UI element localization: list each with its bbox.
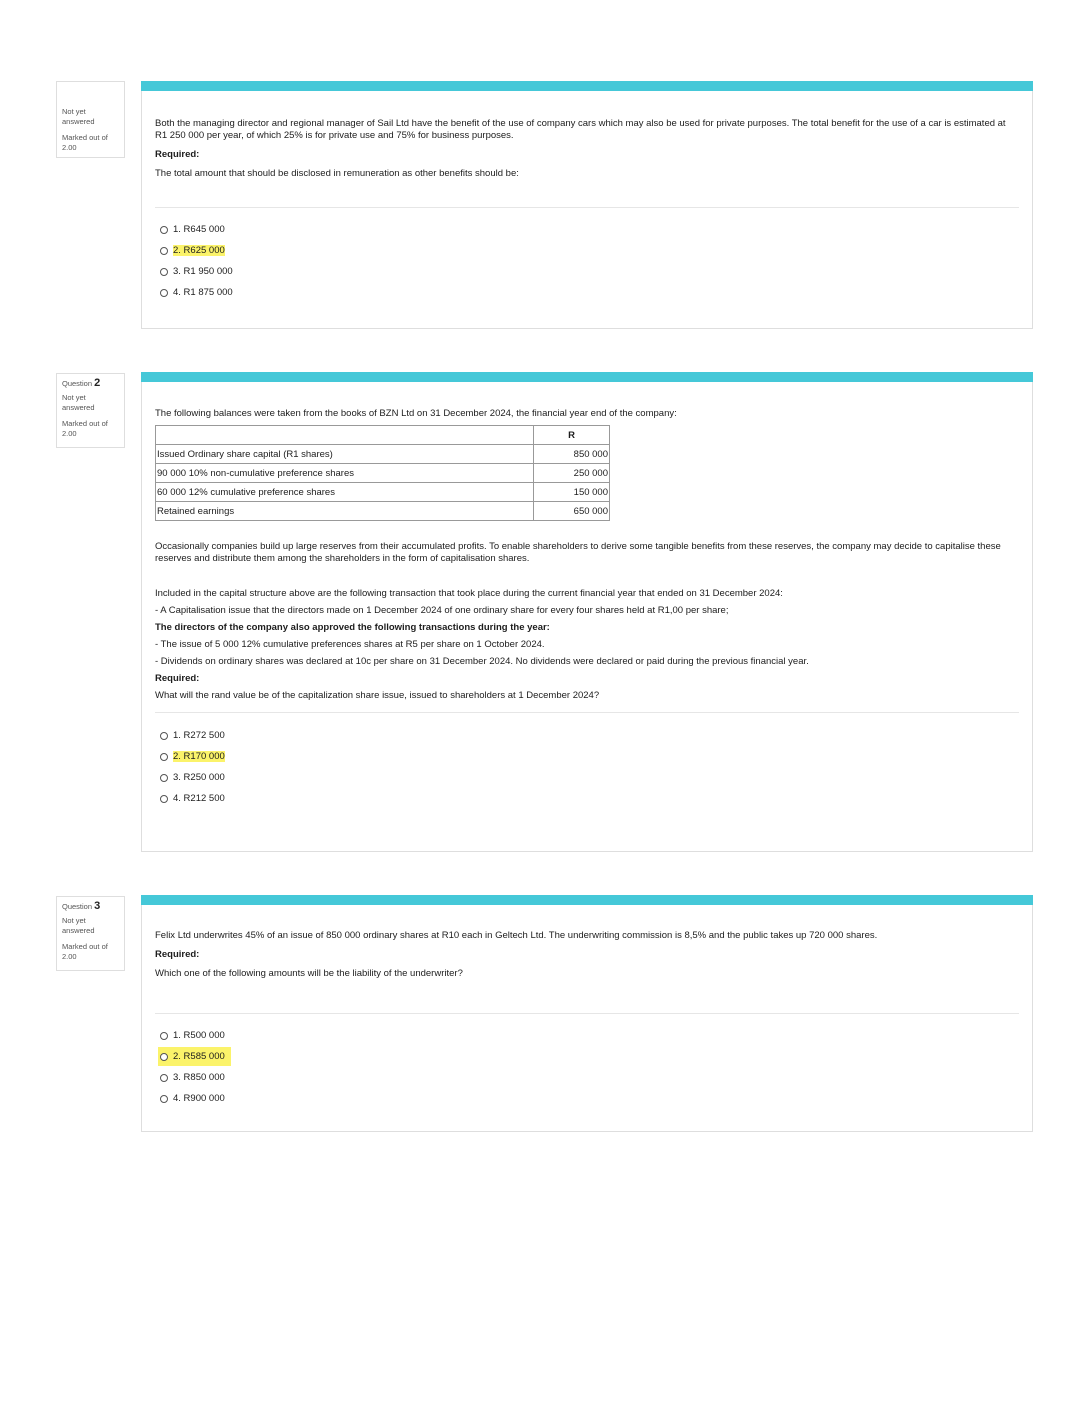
question-2-paragraph: - Dividends on ordinary shares was declared at 10c per share on 31 December 2024. No dividends were declared or paid during the previous financial year. xyxy=(155,656,809,667)
option-label: 3. R850 000 xyxy=(173,1072,225,1083)
option-label: 1. R500 000 xyxy=(173,1030,225,1041)
table-row xyxy=(156,483,610,502)
option-label: 2. R625 000 xyxy=(173,245,225,256)
question-state: Not yet answered xyxy=(62,393,95,412)
question-number-value: 2 xyxy=(94,377,101,389)
radio-button[interactable] xyxy=(160,753,168,761)
radio-button[interactable] xyxy=(160,1095,168,1103)
table-cell-label: 60 000 12% cumulative preference shares xyxy=(156,483,534,502)
radio-button[interactable] xyxy=(160,732,168,740)
radio-button[interactable] xyxy=(160,774,168,782)
option-label: 2. R585 000 xyxy=(173,1051,225,1062)
question-2-paragraph: Included in the capital structure above are the following transaction that took place during the current financial year that ended on 31 December 2024: xyxy=(155,588,783,599)
question-number-value: 3 xyxy=(94,900,101,912)
question-label: Question xyxy=(62,379,93,388)
radio-button[interactable] xyxy=(160,1074,168,1082)
question-info-3 xyxy=(56,896,125,971)
question-2-paragraph: Occasionally companies build up large reserves from their accumulated profits. To enable shareholders to derive some tangible benefits from these reserves, the company may decide to capitalise these reserves and distribute them among the shareholders in the form of capitalisation shares. xyxy=(155,541,1001,564)
question-marks: Marked out of 2.00 xyxy=(62,942,108,961)
table-header-row xyxy=(156,426,610,445)
question-marks: Marked out of 2.00 xyxy=(62,419,108,438)
table-header-amount: R xyxy=(534,426,610,445)
question-label: Question xyxy=(62,902,93,911)
question-marks: Marked out of 2.00 xyxy=(62,133,108,152)
radio-button[interactable] xyxy=(160,289,168,297)
option-label: 2. R170 000 xyxy=(173,751,225,762)
option-label: 4. R212 500 xyxy=(173,793,225,804)
answer-option[interactable] xyxy=(142,219,1032,240)
question-3-separator xyxy=(155,1013,1019,1014)
answer-option[interactable] xyxy=(142,746,1032,767)
answer-option[interactable] xyxy=(142,240,1032,261)
option-label: 4. R1 875 000 xyxy=(173,287,233,298)
option-label: 1. R645 000 xyxy=(173,224,225,235)
table-cell-label: Issued Ordinary share capital (R1 shares) xyxy=(156,445,534,464)
radio-button[interactable] xyxy=(160,795,168,803)
table-cell-amount: 650 000 xyxy=(534,502,610,521)
question-2-separator xyxy=(155,712,1019,713)
question-info-1 xyxy=(56,81,125,158)
table-cell-amount: 850 000 xyxy=(534,445,610,464)
question-1-prompt: The total amount that should be disclosed in remuneration as other benefits should be: xyxy=(155,168,519,179)
answer-option[interactable] xyxy=(142,261,1032,282)
question-1-accent-bar xyxy=(141,81,1033,91)
question-info-2 xyxy=(56,373,125,448)
radio-button[interactable] xyxy=(160,268,168,276)
answer-option[interactable] xyxy=(142,725,1032,746)
option-label: 3. R1 950 000 xyxy=(173,266,233,277)
table-cell-amount: 150 000 xyxy=(534,483,610,502)
answer-option[interactable] xyxy=(142,788,1032,809)
table-header-blank xyxy=(156,426,534,445)
question-3-text: Felix Ltd underwrites 45% of an issue of 850 000 ordinary shares at R10 each in Geltech Ltd. The underwriting commission is 8,5% and the public takes up 720 000 shares. xyxy=(155,930,878,941)
question-1-separator xyxy=(155,207,1019,208)
option-label: 4. R900 000 xyxy=(173,1093,225,1104)
answer-option[interactable] xyxy=(142,1046,1032,1067)
answer-option[interactable] xyxy=(142,1088,1032,1109)
question-2-panel xyxy=(141,382,1033,852)
radio-button[interactable] xyxy=(160,1032,168,1040)
answer-option[interactable] xyxy=(142,1025,1032,1046)
question-2-paragraph: - The issue of 5 000 12% cumulative preferences shares at R5 per share on 1 October 2024. xyxy=(155,639,545,650)
question-2-prompt: What will the rand value be of the capitalization share issue, issued to shareholders at 1 December 2024? xyxy=(155,690,600,701)
answer-option[interactable] xyxy=(142,282,1032,303)
question-1-panel xyxy=(141,91,1033,329)
question-1-required: Required: xyxy=(155,149,200,160)
table-row xyxy=(156,445,610,464)
question-2-paragraph: The directors of the company also approved the following transactions during the year: xyxy=(155,622,550,633)
option-label: 3. R250 000 xyxy=(173,772,225,783)
radio-button[interactable] xyxy=(160,247,168,255)
question-number xyxy=(62,378,119,389)
table-cell-label: 90 000 10% non-cumulative preference shares xyxy=(156,464,534,483)
table-cell-amount: 250 000 xyxy=(534,464,610,483)
question-2-options xyxy=(142,725,1032,809)
question-state: Not yet answered xyxy=(62,107,95,126)
question-3-accent-bar xyxy=(141,895,1033,905)
option-label: 1. R272 500 xyxy=(173,730,225,741)
highlighted-option xyxy=(158,1047,231,1066)
radio-button[interactable] xyxy=(160,226,168,234)
table-cell-label: Retained earnings xyxy=(156,502,534,521)
question-3-prompt: Which one of the following amounts will be the liability of the underwriter? xyxy=(155,968,463,979)
table-row xyxy=(156,464,610,483)
table-row xyxy=(156,502,610,521)
question-2-intro: The following balances were taken from the books of BZN Ltd on 31 December 2024, the financial year end of the company: xyxy=(155,408,677,419)
question-3-options xyxy=(142,1025,1032,1109)
question-number xyxy=(62,901,119,912)
question-state: Not yet answered xyxy=(62,916,95,935)
radio-button[interactable] xyxy=(160,1053,168,1061)
question-1-text: Both the managing director and regional manager of Sail Ltd have the benefit of the use of company cars which may also be used for private purposes. The total benefit for the use of a car is estimated at R1 250 000 per year, of which 25% is for private use and 75% for business purposes. xyxy=(155,118,1006,141)
question-2-required: Required: xyxy=(155,673,200,684)
question-3-panel xyxy=(141,905,1033,1132)
question-2-paragraph: - A Capitalisation issue that the directors made on 1 December 2024 of one ordinary share for every four shares held at R1,00 per share; xyxy=(155,605,729,616)
answer-option[interactable] xyxy=(142,767,1032,788)
answer-option[interactable] xyxy=(142,1067,1032,1088)
question-1-options xyxy=(142,219,1032,303)
question-2-accent-bar xyxy=(141,372,1033,382)
question-3-required: Required: xyxy=(155,949,200,960)
balances-table xyxy=(155,425,610,521)
